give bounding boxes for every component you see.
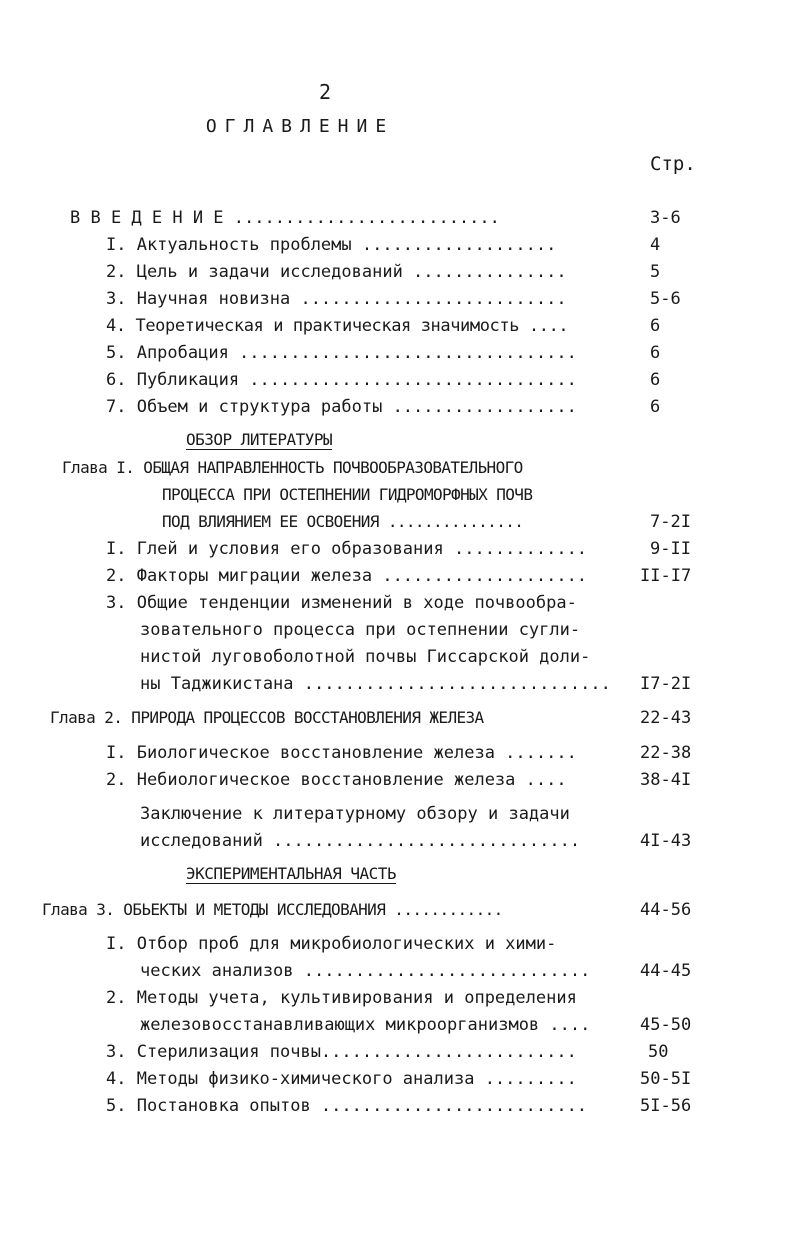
section-heading: ЭКСПЕРИМЕНТАЛЬНАЯ ЧАСТЬ (186, 864, 397, 883)
toc-entry-page: 3-6 (650, 208, 681, 228)
toc-entry-text: Глава I. ОБЩАЯ НАПРАВЛЕННОСТЬ ПОЧВООБРАЗОВАТЕЛЬНОГО (62, 458, 523, 477)
toc-entry-text: Заключение к литературному обзору и задачи (140, 804, 570, 824)
toc-entry-page: 50 (648, 1042, 669, 1062)
toc-entry-text: зовательного процесса при остепнении сугли- (140, 620, 581, 640)
toc-entry-text: I. Отбор проб для микробиологических и хими- (106, 934, 557, 954)
toc-entry-text: 3. Стерилизация почвы......................... (106, 1042, 577, 1062)
toc-entry-text: 2. Цель и задачи исследований ............... (106, 262, 567, 282)
toc-entry-text: Глава 2. ПРИРОДА ПРОЦЕССОВ ВОССТАНОВЛЕНИЯ ЖЕЛЕЗА (50, 708, 484, 727)
toc-entry-text: Глава 3. ОБЬЕКТЫ И МЕТОДЫ ИССЛЕДОВАНИЯ ............ (42, 900, 503, 919)
toc-entry-text: ны Таджикистана .............................. (140, 674, 611, 694)
toc-entry-text: 7. Объем и структура работы .................. (106, 397, 577, 417)
toc-entry-page: 45-50 (640, 1015, 692, 1035)
toc-entry-text: I. Глей и условия его образования ............. (106, 539, 588, 559)
toc-entry-page: 6 (650, 370, 661, 390)
toc-entry-text: 5. Апробация ................................. (106, 343, 577, 363)
toc-entry-page: I7-2I (640, 674, 692, 694)
page-number: 2 (318, 80, 332, 104)
toc-entry-text: I. Актуальность проблемы ................... (106, 235, 557, 255)
toc-entry-text: 4. Методы физико-химического анализа ......... (106, 1069, 577, 1089)
toc-entry-page: 4I-43 (640, 831, 692, 851)
toc-entry-text: 6. Публикация ................................ (106, 370, 577, 390)
section-heading: ОБЗОР ЛИТЕРАТУРЫ (186, 430, 333, 449)
toc-entry-page: 44-56 (640, 900, 692, 920)
toc-entry-page: 5 (650, 262, 661, 282)
page-column-header: Стр. (650, 153, 696, 175)
toc-entry-page: 44-45 (640, 961, 692, 981)
toc-entry-text: железовосстанавливающих микроорганизмов .... (140, 1015, 591, 1035)
toc-entry-text: ПОД ВЛИЯНИЕМ ЕЕ ОСВОЕНИЯ ............... (162, 512, 524, 531)
toc-entry-text: 2. Факторы миграции железа .................... (106, 566, 588, 586)
toc-entry-text: нистой луговоболотной почвы Гиссарской доли- (140, 647, 591, 667)
toc-entry-text: ческих анализов ............................ (140, 961, 591, 981)
toc-entry-page: 22-38 (640, 743, 692, 763)
toc-entry-page: 6 (650, 316, 661, 336)
toc-entry-page: 22-43 (640, 708, 692, 728)
toc-entry-page: 6 (650, 397, 661, 417)
toc-entry-text: I. Биологическое восстановление железа ....... (106, 743, 577, 763)
toc-entry-text: 2. Небиологическое восстановление железа .... (106, 770, 567, 790)
toc-entry-page: 4 (650, 235, 661, 255)
toc-entry-text: 4. Теоретическая и практическая значимость .... (106, 316, 569, 336)
toc-entry-page: II-I7 (640, 566, 692, 586)
toc-entry-text: 2. Методы учета, культивирования и определения (106, 988, 577, 1008)
toc-entry-page: 5-6 (650, 289, 681, 309)
toc-entry-page: 7-2I (650, 512, 691, 532)
toc-entry-text: исследований .............................. (140, 831, 581, 851)
toc-entry-text: 5. Постановка опытов .......................... (106, 1096, 588, 1116)
toc-entry-text: 3. Научная новизна .......................... (106, 289, 567, 309)
toc-entry-text: 3. Общие тенденции изменений в ходе почвообра- (106, 593, 577, 613)
toc-entry-text: ПРОЦЕССА ПРИ ОСТЕПНЕНИИ ГИДРОМОРФНЫХ ПОЧВ (162, 485, 533, 504)
toc-entry-page: 9-II (650, 539, 691, 559)
toc-entry-page: 6 (650, 343, 661, 363)
toc-entry-page: 50-5I (640, 1069, 692, 1089)
toc-entry-page: 5I-56 (640, 1096, 692, 1116)
toc-entry-page: 38-4I (640, 770, 692, 790)
page-title: ОГЛАВЛЕНИЕ (205, 116, 395, 137)
toc-entry-text: В В Е Д Е Н И Е .......................... (70, 208, 500, 228)
